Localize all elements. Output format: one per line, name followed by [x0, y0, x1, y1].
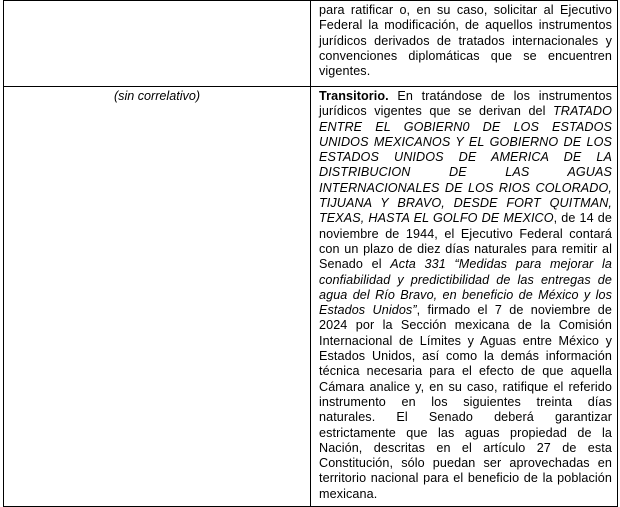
table-row — [4, 1, 618, 87]
proposed-text-cell — [311, 87, 618, 507]
treaty-title: TRATADO ENTRE EL GOBIERN0 DE LOS ESTADOS UNIDOS MEXICANOS Y EL GOBIERNO DE LOS ESTADOS UNIDOS DE AMERICA DE LA DISTRIBUCION DE LAS AGUAS INTERNACIONALES DE LOS RIOS COLORADO, TIJUANA Y BRAVO, DESDE FORT QUITMAN, TEXAS, HASTA EL GOLFO DE MEXICO — [319, 104, 612, 226]
table-row — [4, 87, 618, 507]
paragraph-text: , firmado el 7 de noviembre de 2024 por la Sección mexicana de la Comisión Internacional de Límites y Aguas entre México y Estados Unidos, así como la demás información técnica necesaria para el efecto de que aquella Cámara analice y, en su caso, ratifique el referido instrumento en los siguientes treinta días naturales. El Senado deberá garantizar estrictamente que las aguas propiedad de la Nación, descritas en el artículo 27 de esta Constitución, sólo puedan ser aprovechadas en territorio nacional para el beneficio de la población mexicana. — [319, 303, 613, 501]
paragraph-text: , de 14 de noviembre de 1944, el Ejecutivo Federal contará con un plazo de diez días naturales para remitir al Senado el — [319, 211, 612, 272]
comparison-table — [3, 0, 618, 507]
current-text-cell: (sin correlativo) — [4, 87, 311, 507]
current-text-cell — [4, 1, 311, 87]
proposed-text-cell: para ratificar o, en su caso, solicitar al Ejecutivo Federal la modificación, de aquellos instrumentos jurídicos derivados de tratados internacionales y convenciones diplomáticas que se encuentren vigentes. — [311, 1, 618, 87]
paragraph-text: En tratándose de los instrumentos jurídicos vigentes que se derivan del — [319, 89, 612, 119]
acta-title: Acta 331 “Medidas para mejorar la confiabilidad y predictibilidad de las entregas de agua del Río Bravo, en beneficio de México y los Estados Unidos” — [319, 257, 612, 318]
transitorio-heading: Transitorio. — [319, 89, 389, 103]
